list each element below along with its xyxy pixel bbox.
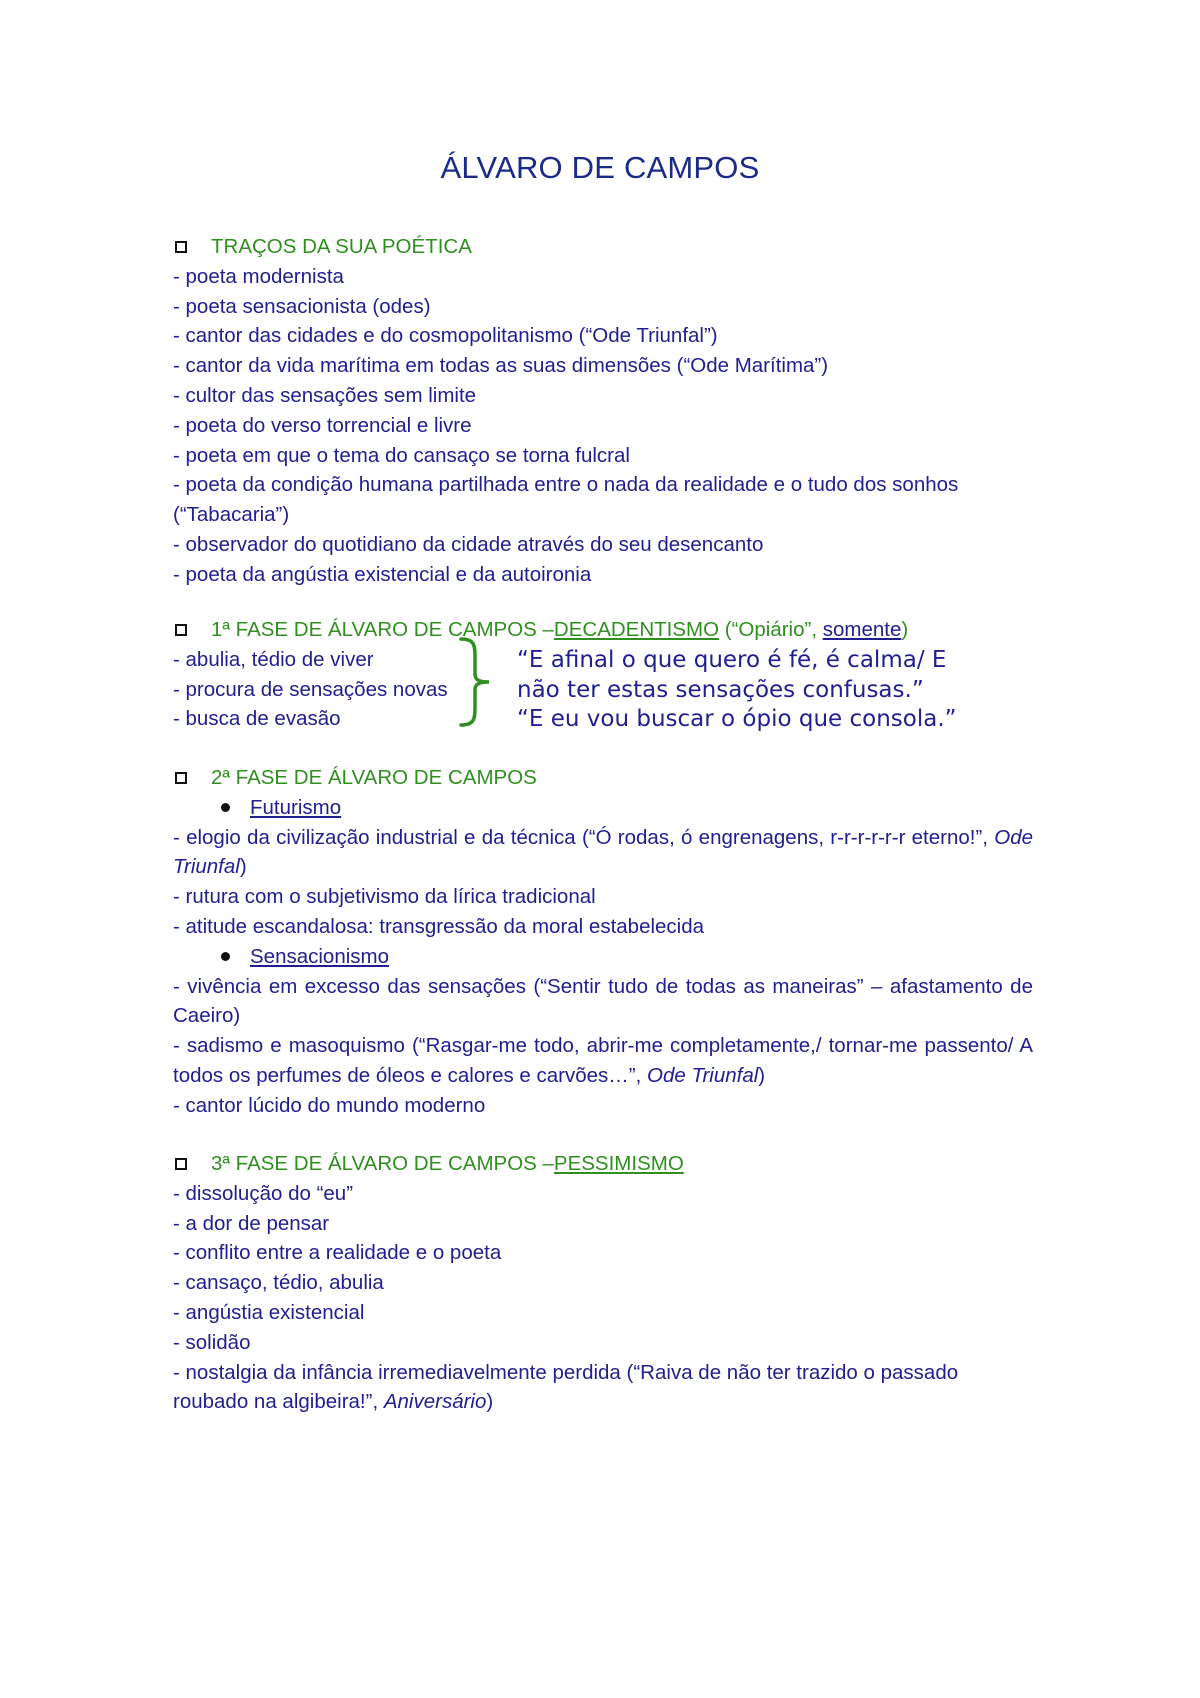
item-text: - elogio da civilização industrial e da técnica (“Ó rodas, ó engrenagens, r-r-r-r-r-r eterno!”, [173,825,995,849]
list-item: - a dor de pensar [173,1211,330,1235]
item-end: ) [486,1390,494,1414]
quote-line: “E eu vou buscar o ópio que consola.” [517,706,957,732]
section-heading-tracos [173,232,1033,262]
subheading-futurismo [173,793,1033,823]
square-bullet-icon [175,1158,187,1170]
list-item: - poeta da condição humana partilhada entre o nada da realidade e o tudo dos sonhos (“Tabacaria”) [173,473,959,527]
list-item: - poeta modernista [173,264,344,288]
list-item: - cantor da vida marítima em todas as suas dimensões (“Ode Marítima”) [173,354,829,378]
list-item: - abulia, tédio de viver [173,647,374,671]
heading-close: ) [901,618,909,641]
square-bullet-icon [175,241,187,253]
list-item [173,1358,1033,1418]
section-tracos [173,232,1033,590]
list-item: - solidão [173,1330,251,1354]
quote-block [517,646,1037,735]
subheading-label: Futurismo [250,795,342,819]
square-bullet-icon [175,772,187,784]
list-item [173,823,1033,883]
round-bullet-icon [221,803,230,812]
list-item: - dissolução do “eu” [173,1181,354,1205]
page-title: ÁLVARO DE CAMPOS [440,150,760,185]
list-item: - poeta em que o tema do cansaço se torna fulcral [173,443,630,467]
list-item: - cantor das cidades e do cosmopolitanismo (“Ode Triunfal”) [173,324,718,348]
section-heading-fase-1 [173,615,1033,645]
list-item: - atitude escandalosa: transgressão da moral estabelecida [173,914,705,938]
list-item: - vivência em excesso das sensações (“Sentir tudo de todas as maneiras” – afastamento de Caeiro) [173,974,1033,1028]
quote-line: não ter estas sensações confusas.” [517,676,924,703]
work-title: Ode Triunfal [647,1063,759,1087]
section-fase-2 [173,763,1033,1121]
subheading-label: Sensacionismo [250,944,390,968]
section-fase-3 [173,1149,1033,1417]
list-item: - cansaço, tédio, abulia [173,1271,384,1295]
list-item: - rutura com o subjetivismo da lírica tradicional [173,885,596,909]
heading-open: (“Opiário”, [719,618,823,641]
list-item: - cantor lúcido do mundo moderno [173,1093,486,1117]
quote-line: “E afinal o que quero é fé, é calma/ E [517,647,947,673]
heading-movement: DECADENTISMO [553,618,720,641]
round-bullet-icon [221,952,230,961]
work-title: Ode Triunfal [173,825,1033,879]
square-bullet-icon [175,624,187,636]
item-end: ) [239,855,247,879]
heading-poem: somente [822,618,902,641]
work-title: Aniversário [383,1390,487,1414]
item-text: - nostalgia da infância irremediavelmente perdida (“Raiva de não ter trazido o passado roubado na algibeira!”, [173,1360,959,1414]
list-item: - cultor das sensações sem limite [173,383,477,407]
subheading-sensacionismo [173,942,1033,972]
section-heading-fase-3 [173,1149,1033,1179]
list-item: - observador do quotidiano da cidade através do seu desencanto [173,532,764,556]
heading-prefix: 3ª FASE DE ÁLVARO DE CAMPOS – [211,1152,554,1175]
curly-brace-icon [455,636,495,728]
list-item: - poeta sensacionista (odes) [173,294,431,318]
list-item: - poeta do verso torrencial e livre [173,413,472,437]
list-item: - angústia existencial [173,1300,365,1324]
list-item [173,1031,1033,1091]
item-text: - sadismo e masoquismo (“Rasgar-me todo, abrir-me completamente,/ tornar-me passento/ A todos os perfumes de óleos e calores e carvões…”, [173,1034,1033,1087]
list-item: - procura de sensações novas [173,677,448,701]
heading-text: 2ª FASE DE ÁLVARO DE CAMPOS [211,766,537,789]
item-end: ) [758,1063,766,1087]
list-item: - busca de evasão [173,707,341,731]
heading-text: TRAÇOS DA SUA POÉTICA [211,235,472,258]
list-item: - poeta da angústia existencial e da autoironia [173,562,592,586]
heading-movement: PESSIMISMO [553,1152,684,1175]
heading-prefix: 1ª FASE DE ÁLVARO DE CAMPOS – [211,618,554,641]
list-item: - conflito entre a realidade e o poeta [173,1241,502,1265]
section-heading-fase-2 [173,763,1033,793]
